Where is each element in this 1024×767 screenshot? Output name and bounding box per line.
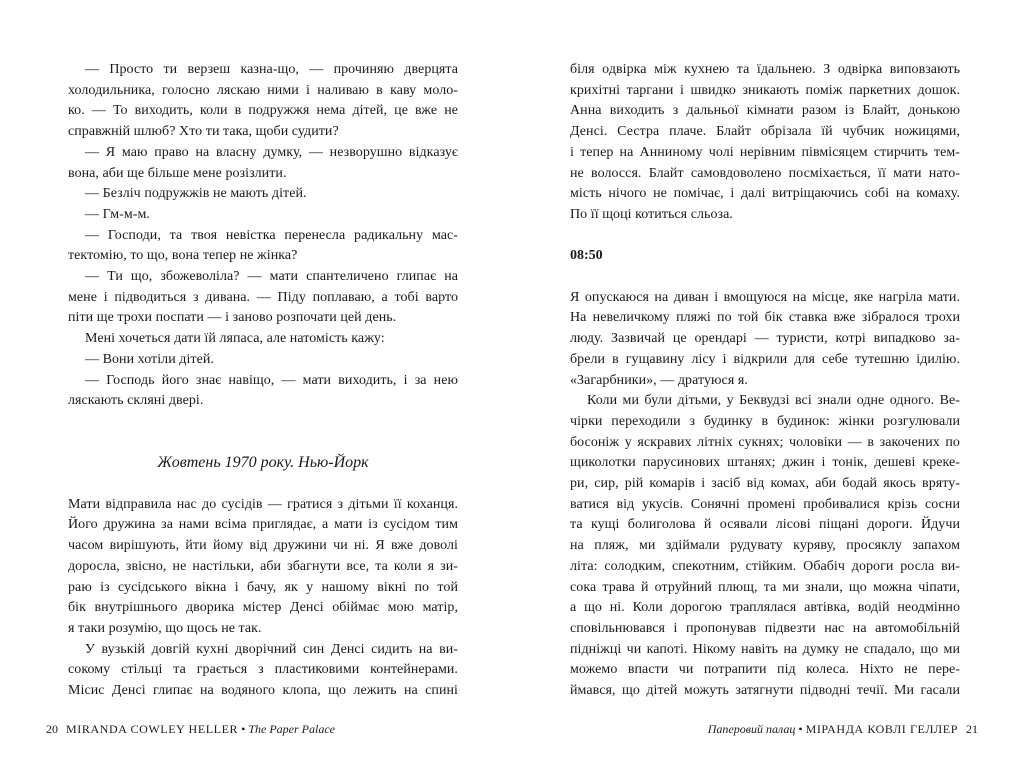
- left-page: [68, 60, 458, 700]
- text-line: ри, сир, рій комарів і засіб від комах, аби бодай якось вряту-: [570, 476, 960, 492]
- text-line: — Вони хотіли дітей.: [85, 351, 214, 367]
- text-line: мене і підводиться з дивана. — Піду поплаваю, а тобі варто: [68, 289, 458, 305]
- text-line: — Господи, та твоя невістка перенесла радикальну мас-: [85, 227, 458, 243]
- text-line: тектомію, то що, вона тепер не жінка?: [68, 248, 298, 264]
- text-line: — Гм-м-м.: [85, 206, 150, 222]
- text-line: брели в гущавину лісу і відкрили для себе тутешню ідилію.: [570, 351, 960, 367]
- text-line: справжній шлюб? Хто ти така, щоби судити?: [68, 124, 339, 140]
- folio-separator: •: [241, 722, 246, 736]
- text-line: а що ні. Коли дорогою траплялася автівка, водій неодмінно: [570, 600, 960, 616]
- text-line: на пляж, ми здіймали рудувату куряву, просяклу запахом: [570, 538, 960, 554]
- folio-separator: •: [798, 722, 803, 736]
- right-page: [570, 60, 960, 700]
- text-line: ватися від укусів. Сонячні промені пробивалися крізь сосни: [570, 496, 960, 512]
- text-line: Мати відправила нас до сусідів — гратися з дітьми її коханця.: [68, 496, 458, 512]
- text-line: Анна виходить з дальньої кімнати разом із Блайт, донькою: [570, 103, 960, 119]
- text-line: сока трава й отруйний плющ, та ми знали, що можна чіпати,: [570, 579, 960, 595]
- continued-paragraph: [570, 60, 960, 226]
- text-line: мість нічого не помічає, і далі витріщаючись собі на комаху.: [570, 186, 960, 202]
- text-line: часом вирішують, йти йому від дружини чи ні. Я вже доволі: [68, 538, 458, 554]
- running-title: Паперовий палац: [707, 722, 796, 736]
- running-title: The Paper Palace: [248, 722, 335, 736]
- text-line: — Я маю право на власну думку, — незворушно відказує: [85, 144, 458, 160]
- text-line: піти ще трохи поспати — і заново розпочати цей день.: [68, 310, 397, 326]
- text-line: — Господь його знає навіщо, — мати виходить, і за нею: [85, 372, 458, 388]
- text-line: босоніж у яскравих літніх сукнях; чоловіки — в закочених по: [570, 434, 960, 450]
- text-line: бік внутрішнього дворика містер Денсі обіймає мою матір,: [68, 600, 458, 616]
- dialogue-section: [68, 60, 458, 412]
- page-number: 21: [966, 722, 978, 736]
- text-line: У вузькій довгій кухні дворічний син Денсі сидить на ви-: [85, 641, 458, 657]
- text-line: ймався, що дітей можуть затягнути підводні течії. Ми гасали: [570, 683, 960, 699]
- running-author: MIRANDA COWLEY HELLER: [66, 722, 239, 736]
- text-line: біля одвірка між кухнею та їдальнею. З одвірка виповзають: [570, 62, 960, 77]
- narrative-section: [570, 288, 960, 702]
- text-line: Мені хочеться дати їй ляпаса, але натомість кажу:: [85, 331, 385, 347]
- text-line: ко. — То виходить, коли в подружжя нема дітей, це вже не: [68, 103, 458, 119]
- text-line: і тепер на Анниному чолі нерівним півмісяцем стирчить тем-: [570, 144, 960, 160]
- text-line: «Загарбники», — дратуюся я.: [570, 372, 748, 388]
- text-line: можемо впасти чи потрапити під колеса. Ніхто не пере-: [570, 662, 960, 678]
- text-line: літа: солодким, спекотним, стійким. Обабіч дороги росла ви-: [570, 558, 960, 574]
- text-line: Коли ми були дітьми, у Беквудзі всі знали одне одного. Ве-: [587, 393, 960, 409]
- right-page-footer: [708, 722, 978, 737]
- text-line: сповільнювався і пропонував підвезти нас на автомобільній: [570, 620, 960, 636]
- narrative-section: [68, 495, 458, 702]
- text-line: та кущі болиголова й осявали лісові піщані дороги. Йдучи: [570, 517, 960, 533]
- text-line: крихітні таргани і швидко зникають поміж паркетних дошок.: [570, 82, 960, 98]
- text-line: вона, аби ще більше мене розізлити.: [68, 165, 287, 181]
- text-line: раю із сусідського вікна і бачу, як у нашому вікні по той: [68, 579, 458, 595]
- text-line: не волосся. Блайт самовдоволено посміхається, її мати нато-: [570, 165, 960, 181]
- text-line: Денсі. Сестра плаче. Блайт обрізала їй чубчик ножицями,: [570, 124, 960, 140]
- text-line: По її щоці котиться сльоза.: [570, 206, 733, 222]
- text-line: — Безліч подружжів не мають дітей.: [85, 186, 307, 202]
- text-line: підніжці чи капоті. Нікому навіть на думку не спадало, що ми: [570, 641, 960, 657]
- page-number: 20: [46, 722, 58, 736]
- text-line: На невеличкому пляжі по той бік ставка вже зібралося трохи: [570, 310, 960, 326]
- running-author: МІРАНДА КОВЛІ ГЕЛЛЕР: [805, 722, 958, 736]
- text-line: я таки розумію, що щось не так.: [68, 620, 262, 636]
- text-line: люду. Зазвичай це орендарі — туристи, котрі випадково за-: [570, 331, 960, 347]
- text-line: — Просто ти верзеш казна-що, — прочиняю дверцята: [85, 62, 458, 77]
- text-line: чірки переходили з будинку в будинок: жінки розгулювали: [570, 413, 960, 429]
- text-line: холодильника, голосно ляскаю ними і наливаю в каву моло-: [68, 82, 458, 98]
- text-line: Я опускаюся на диван і вмощуюся на місце, яке нагріла мати.: [570, 289, 960, 305]
- text-line: ляскають скляні двері.: [68, 393, 204, 409]
- text-line: Місис Денсі глипає на водяного клопа, що лежить на спині: [68, 683, 458, 699]
- text-line: — Ти що, збожеволіла? — мати спантеличено глипає на: [85, 269, 458, 285]
- section-heading: Жовтень 1970 року. Нью-Йорк: [157, 454, 369, 472]
- left-page-footer: [46, 722, 335, 737]
- text-line: Його дружина за нами всіма приглядає, а мати із сусідом тим: [68, 517, 458, 533]
- time-heading: 08:50: [570, 248, 603, 264]
- text-line: доросла, звісно, не настільки, аби збагнути все, та коли я зи-: [68, 558, 458, 574]
- text-line: щиколотки парусинових штанях; джин і тонік, дешеві креке-: [570, 455, 960, 471]
- text-line: сокому стільці та грається з пластиковими контейнерами.: [68, 662, 458, 678]
